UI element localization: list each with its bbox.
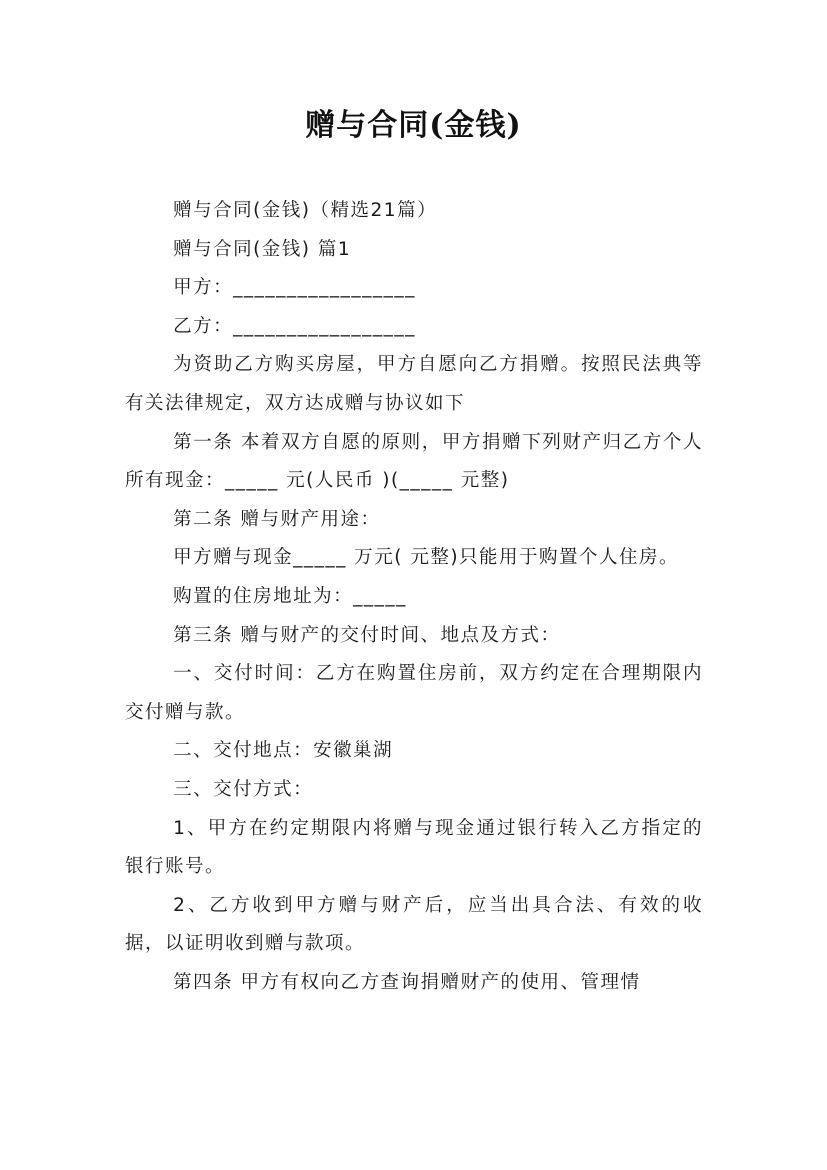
- paragraph-article-1: 第一条 本着双方自愿的原则，甲方捐赠下列财产归乙方个人所有现金：_____ 元(人民币 )(_____ 元整): [125, 431, 703, 492]
- paragraph-party-a: 甲方：_________________: [173, 277, 416, 299]
- paragraph-method-item-2: 2、乙方收到甲方赠与财产后，应当出具合法、有效的收据，以证明收到赠与款项。: [125, 894, 703, 955]
- paragraph-delivery-method: 三、交付方式：: [173, 778, 314, 800]
- paragraph-article-2: 第二条 赠与财产用途：: [173, 508, 381, 530]
- document-body: [125, 192, 703, 1002]
- paragraph-article-2-purpose: 甲方赠与现金_____ 万元( 元整)只能用于购置个人住房。: [173, 547, 680, 569]
- paragraph-delivery-time: 一、交付时间：乙方在购置住房前，双方约定在合理期限内交付赠与款。: [125, 663, 703, 723]
- paragraph-method-item-1: 1、甲方在约定期限内将赠与现金通过银行转入乙方指定的银行账号。: [125, 817, 703, 878]
- paragraph-article-3: 第三条 赠与财产的交付时间、地点及方式：: [173, 624, 561, 646]
- paragraph-article-4: 第四条 甲方有权向乙方查询捐赠财产的使用、管理情: [173, 971, 641, 993]
- paragraph-section-heading: 赠与合同(金钱) 篇1: [173, 238, 352, 260]
- paragraph-article-2-address: 购置的住房地址为：_____: [173, 585, 407, 607]
- paragraph-preamble: 为资助乙方购买房屋，甲方自愿向乙方捐赠。按照民法典等有关法律规定，双方达成赠与协议如下: [125, 354, 703, 414]
- paragraph-party-b: 乙方：_________________: [173, 315, 416, 337]
- paragraph-subtitle: 赠与合同(金钱)（精选21篇）: [173, 200, 438, 221]
- document-title: 赠与合同(金钱): [305, 108, 522, 143]
- paragraph-delivery-place: 二、交付地点：安徽巢湖: [173, 740, 394, 762]
